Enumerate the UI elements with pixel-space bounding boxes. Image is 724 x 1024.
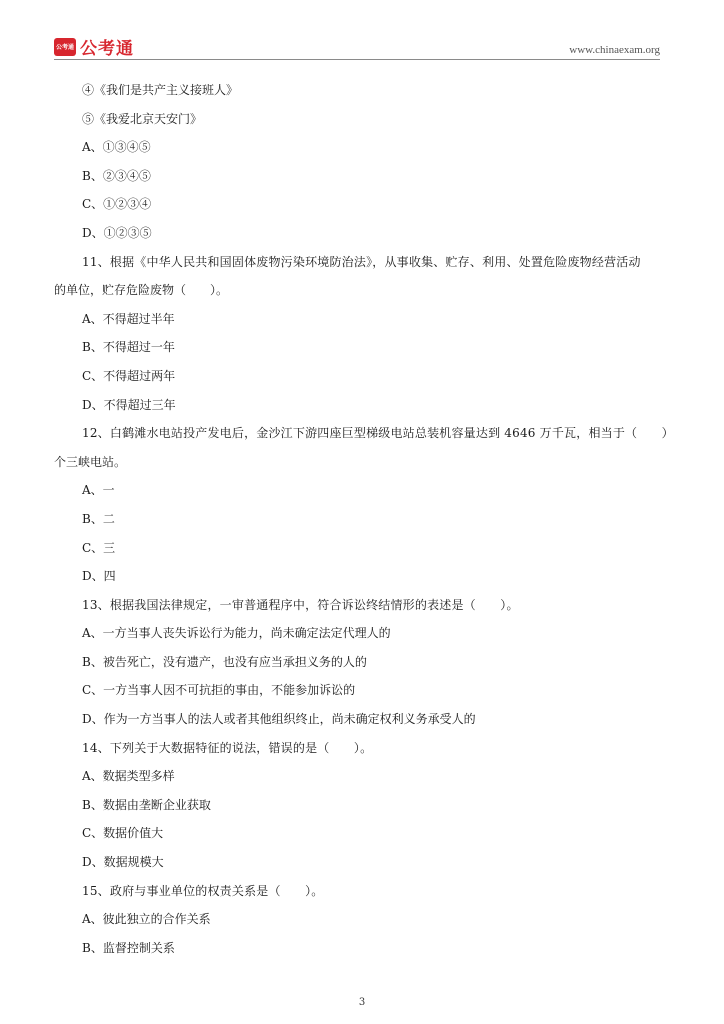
option-line: B、数据由垄断企业获取 bbox=[82, 797, 211, 812]
question-11: 11、根据《中华人民共和国固体废物污染环境防治法》，从事收集、贮存、利用、处置危险废物经营活动 bbox=[82, 254, 641, 269]
question-13: 13、根据我国法律规定，一审普通程序中，符合诉讼终结情形的表述是（ ）。 bbox=[82, 597, 519, 612]
option-line: D、作为一方当事人的法人或者其他组织终止，尚未确定权利义务承受人的 bbox=[82, 712, 476, 727]
brand-logo bbox=[54, 34, 134, 59]
question-12-continued: 个三峡电站。 bbox=[54, 454, 127, 469]
option-line: C、三 bbox=[82, 540, 116, 555]
option-line: D、不得超过三年 bbox=[82, 397, 176, 412]
document-body bbox=[54, 76, 674, 962]
question-11-continued: 的单位，贮存危险废物（ ）。 bbox=[54, 283, 229, 298]
option-line: D、①②③⑤ bbox=[82, 225, 152, 240]
option-line: ④《我们是共产主义接班人》 bbox=[82, 83, 239, 97]
option-line: B、二 bbox=[82, 511, 115, 526]
option-line: A、彼此独立的合作关系 bbox=[82, 912, 211, 927]
question-12: 12、白鹤滩水电站投产发电后，金沙江下游四座巨型梯级电站总装机容量达到 4646 万千瓦，相当于（ ） bbox=[82, 426, 674, 441]
option-line: B、被告死亡，没有遗产，也没有应当承担义务的人的 bbox=[82, 654, 367, 669]
option-line: B、监督控制关系 bbox=[82, 940, 175, 955]
site-url: www.chinaexam.org bbox=[569, 44, 660, 56]
option-line: C、①②③④ bbox=[82, 197, 152, 212]
option-line: B、不得超过一年 bbox=[82, 340, 175, 355]
option-line: A、一方当事人丧失诉讼行为能力，尚未确定法定代理人的 bbox=[82, 626, 391, 641]
option-line: A、数据类型多样 bbox=[82, 769, 175, 784]
option-line: A、不得超过半年 bbox=[82, 311, 175, 326]
question-15: 15、政府与事业单位的权责关系是（ ）。 bbox=[82, 883, 324, 898]
option-line: C、不得超过两年 bbox=[82, 368, 176, 383]
logo-text: 公考通 bbox=[80, 39, 134, 59]
option-line: C、数据价值大 bbox=[82, 826, 164, 841]
option-line: A、①③④⑤ bbox=[82, 140, 151, 155]
option-line: B、②③④⑤ bbox=[82, 168, 151, 183]
option-line: D、四 bbox=[82, 569, 116, 584]
header-divider bbox=[54, 59, 660, 60]
option-line: D、数据规模大 bbox=[82, 855, 164, 870]
option-line: A、一 bbox=[82, 483, 115, 498]
question-14: 14、下列关于大数据特征的说法，错误的是（ ）。 bbox=[82, 740, 373, 755]
page-header bbox=[0, 0, 724, 62]
option-line: ⑤《我爱北京天安门》 bbox=[82, 111, 203, 126]
page-number: 3 bbox=[358, 997, 366, 1008]
option-line: C、一方当事人因不可抗拒的事由，不能参加诉讼的 bbox=[82, 683, 356, 698]
logo-badge-icon: 公考通 bbox=[54, 38, 76, 56]
